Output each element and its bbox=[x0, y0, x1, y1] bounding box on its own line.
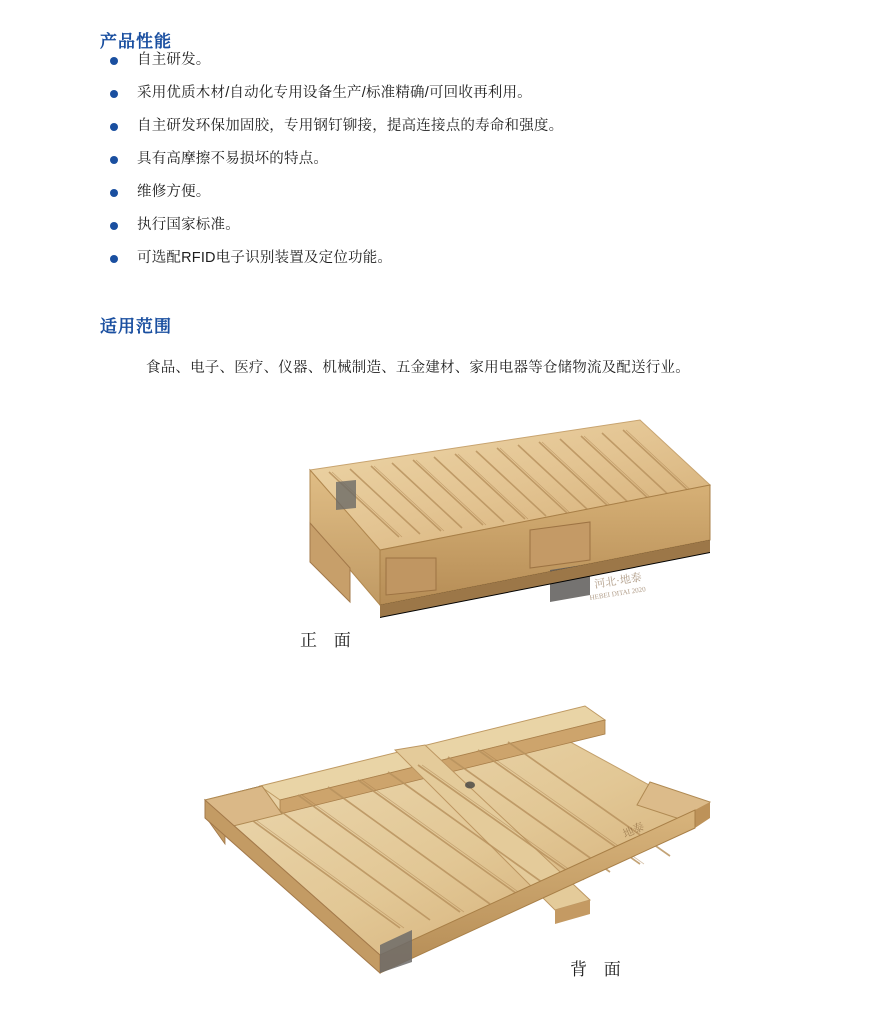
list-item-label: 具有高摩擦不易损坏的特点。 bbox=[137, 151, 329, 167]
svg-text:HEBEI DITAI 2020: HEBEI DITAI 2020 bbox=[589, 585, 647, 602]
svg-text:河北·地泰: 河北·地泰 bbox=[593, 571, 643, 591]
list-item-label: 采用优质木材/自动化专用设备生产/标准精确/可回收再利用。 bbox=[137, 85, 532, 101]
bullet-dot-icon bbox=[110, 255, 118, 263]
bullet-dot-icon bbox=[110, 222, 118, 230]
section-title-scope: 适用范围 bbox=[100, 317, 172, 337]
list-item bbox=[104, 184, 824, 201]
list-item-label: 维修方便。 bbox=[137, 184, 211, 200]
list-item bbox=[104, 118, 824, 135]
list-item bbox=[104, 217, 824, 234]
performance-bullet-list bbox=[104, 52, 824, 283]
bullet-dot-icon bbox=[110, 57, 118, 65]
scope-paragraph: 食品、电子、医疗、仪器、机械制造、五金建材、家用电器等仓储物流及配送行业。 bbox=[146, 359, 690, 376]
bullet-dot-icon bbox=[110, 90, 118, 98]
figure-caption-back: 背 面 bbox=[570, 960, 627, 979]
list-item-label: 可选配RFID电子识别装置及定位功能。 bbox=[137, 250, 393, 266]
list-item bbox=[104, 151, 824, 168]
list-item bbox=[104, 52, 824, 69]
section-title-performance: 产品性能 bbox=[100, 32, 172, 52]
bullet-dot-icon bbox=[110, 189, 118, 197]
bullet-dot-icon bbox=[110, 156, 118, 164]
pallet-back-image bbox=[150, 690, 770, 980]
svg-text:地泰: 地泰 bbox=[621, 820, 647, 841]
list-item bbox=[104, 85, 824, 102]
list-item-label: 执行国家标准。 bbox=[137, 217, 240, 233]
list-item bbox=[104, 250, 824, 267]
pallet-front-image bbox=[150, 390, 750, 655]
list-item-label: 自主研发环保加固胶，专用钢钉铆接，提高连接点的寿命和强度。 bbox=[137, 118, 564, 134]
list-item-label: 自主研发。 bbox=[137, 52, 211, 68]
bullet-dot-icon bbox=[110, 123, 118, 131]
figure-caption-front: 正 面 bbox=[300, 631, 357, 650]
